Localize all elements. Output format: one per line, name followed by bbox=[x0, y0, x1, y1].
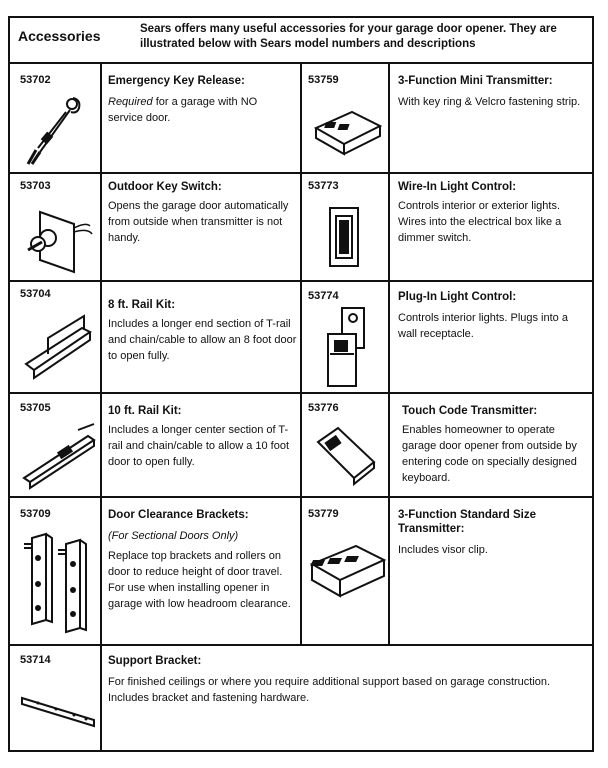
mini-transmitter-icon bbox=[308, 90, 386, 168]
rail-section-icon bbox=[18, 418, 98, 490]
divider bbox=[100, 64, 102, 752]
item-title: 3-Function Mini Transmitter: bbox=[398, 75, 553, 87]
item-title: Door Clearance Brackets: bbox=[108, 509, 249, 521]
divider bbox=[300, 64, 302, 644]
model-number: 53714 bbox=[20, 654, 51, 666]
divider bbox=[10, 644, 592, 646]
item-title: Wire-In Light Control: bbox=[398, 181, 517, 193]
model-number: 53774 bbox=[308, 290, 339, 302]
page-title: Accessories bbox=[18, 28, 101, 44]
item-description: Opens the garage door automatically from outside when transmitter is not handy. bbox=[108, 200, 289, 244]
item-title: Emergency Key Release: bbox=[108, 75, 245, 87]
table-header bbox=[10, 18, 592, 64]
t-rail-icon bbox=[18, 308, 96, 388]
divider bbox=[10, 172, 592, 174]
model-number: 53709 bbox=[20, 508, 51, 520]
item-description: With key ring & Velcro fastening strip. bbox=[398, 96, 581, 108]
item-title: 3-Function Standard Size Transmitter: bbox=[398, 509, 537, 535]
item-title: Support Bracket: bbox=[108, 655, 202, 667]
divider bbox=[10, 280, 592, 282]
support-bracket-icon bbox=[16, 678, 98, 738]
keypad-icon bbox=[308, 416, 386, 492]
item-description bbox=[108, 94, 294, 126]
item-title: Outdoor Key Switch: bbox=[108, 181, 222, 193]
item-note: (For Sectional Doors Only) bbox=[108, 530, 239, 542]
model-number: 53703 bbox=[20, 180, 51, 192]
model-number: 53776 bbox=[308, 402, 339, 414]
accessories-table bbox=[8, 16, 594, 752]
item-description: Enables homeowner to operate garage door opener from outside by entering code on specially designed keyboard. bbox=[402, 424, 577, 484]
item-description: Controls interior lights. Plugs into a wall receptacle. bbox=[398, 312, 568, 340]
model-number: 53704 bbox=[20, 288, 51, 300]
plug-in-control-icon bbox=[308, 304, 386, 390]
header-description: Sears offers many useful accessories for your garage door opener. They are illustrated below with Sears model numbers and descriptions bbox=[140, 23, 557, 50]
item-description: For finished ceilings or where you require additional support based on garage construction. Includes bracket and fastening hardware. bbox=[108, 676, 551, 704]
key-release-icon bbox=[18, 90, 96, 168]
model-number: 53779 bbox=[308, 508, 339, 520]
item-title: Plug-In Light Control: bbox=[398, 291, 517, 303]
key-switch-icon bbox=[18, 198, 96, 276]
model-number: 53759 bbox=[308, 74, 339, 86]
item-title: Touch Code Transmitter: bbox=[402, 405, 538, 417]
item-description: Controls interior or exterior lights. Wires into the electrical box like a dimmer switch. bbox=[398, 200, 562, 244]
model-number: 53773 bbox=[308, 180, 339, 192]
item-description: Includes a longer end section of T-rail and chain/cable to allow an 8 foot door to open fully. bbox=[108, 318, 297, 362]
wall-switch-icon bbox=[308, 198, 386, 276]
model-number: 53702 bbox=[20, 74, 51, 86]
standard-transmitter-icon bbox=[306, 528, 388, 604]
item-description: Replace top brackets and rollers on door to reduce height of door travel. For use when installing opener in garage with low headroom clearance. bbox=[108, 550, 291, 610]
item-title: 8 ft. Rail Kit: bbox=[108, 299, 176, 311]
item-description: Includes a longer center section of T-rail and chain/cable to allow a 10 foot door to open fully. bbox=[108, 424, 290, 468]
item-title: 10 ft. Rail Kit: bbox=[108, 405, 182, 417]
divider bbox=[388, 64, 390, 644]
model-number: 53705 bbox=[20, 402, 51, 414]
divider bbox=[10, 496, 592, 498]
item-note: Required bbox=[108, 96, 153, 108]
item-description: Includes visor clip. bbox=[398, 544, 488, 556]
brackets-icon bbox=[16, 524, 98, 640]
divider bbox=[10, 392, 592, 394]
item-description-text: for a garage with NO service door. bbox=[108, 96, 258, 124]
